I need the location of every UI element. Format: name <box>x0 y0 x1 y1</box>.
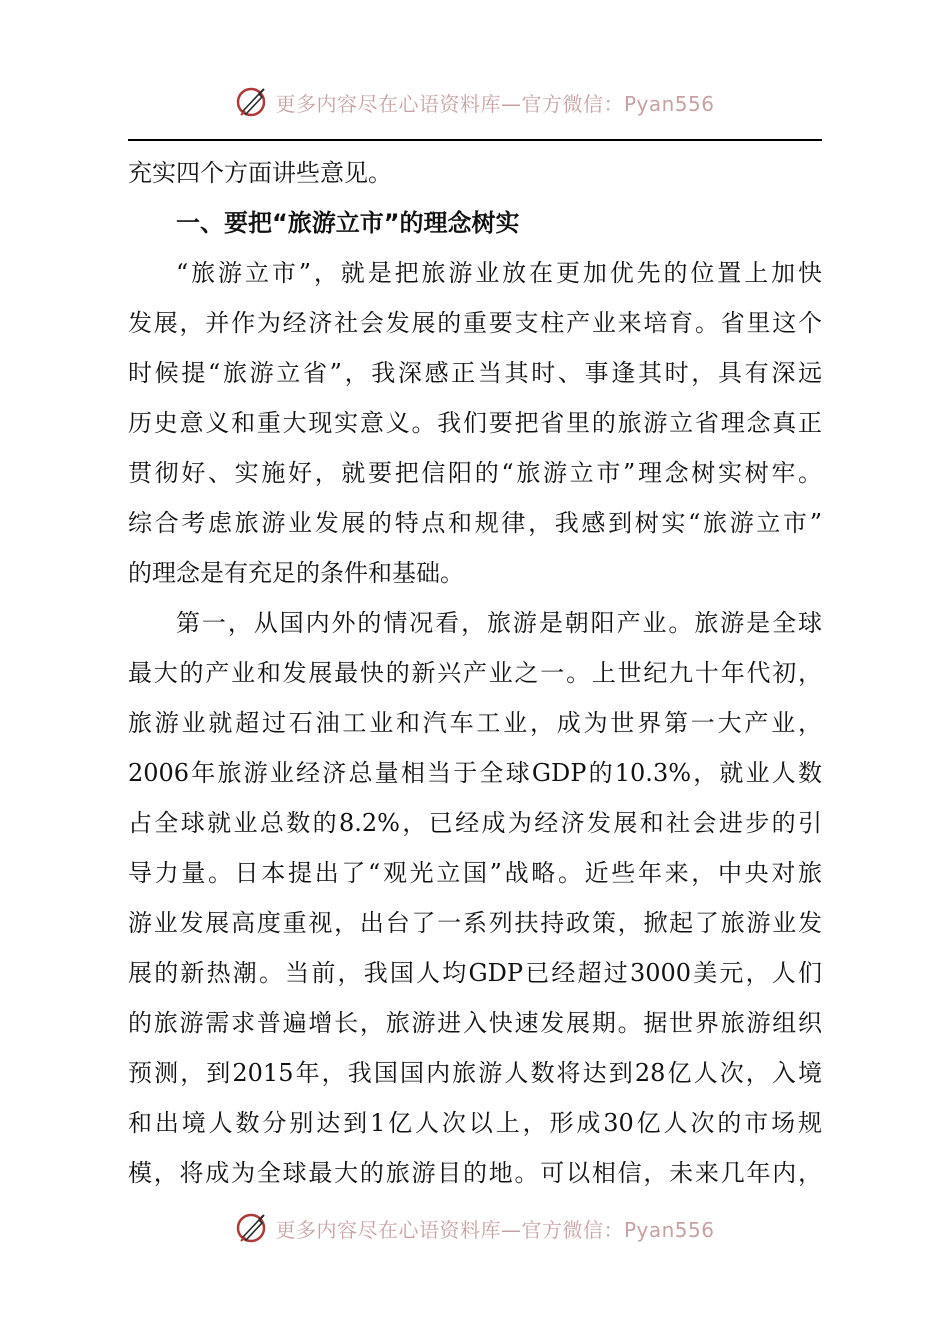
page-header <box>0 80 950 124</box>
body-line: 占全球就业总数的8.2%，已经成为经济发展和社会进步的引 <box>128 809 822 837</box>
body-line: 模，将成为全球最大的旅游目的地。可以相信，未来几年内， <box>128 1159 822 1187</box>
body-line: 和出境人数分别达到1亿人次以上，形成30亿人次的市场规 <box>128 1109 822 1137</box>
body-line: 发展，并作为经济社会发展的重要支柱产业来培育。省里这个 <box>128 309 822 337</box>
body-line: 贯彻好、实施好，就要把信阳的“旅游立市”理念树实树牢。 <box>128 459 822 487</box>
body-line: 综合考虑旅游业发展的特点和规律，我感到树实“旅游立市” <box>128 509 822 537</box>
body-line: 最大的产业和发展最快的新兴产业之一。上世纪九十年代初， <box>128 659 822 687</box>
header-divider <box>128 139 822 141</box>
section-heading: 一、要把“旅游立市”的理念树实 <box>176 209 520 237</box>
document-body <box>128 148 822 1198</box>
body-line: 历史意义和重大现实意义。我们要把省里的旅游立省理念真正 <box>128 409 822 437</box>
body-line: 充实四个方面讲些意见。 <box>128 159 392 187</box>
body-line: 的理念是有充足的条件和基础。 <box>128 559 464 587</box>
body-line: 时候提“旅游立省”，我深感正当其时、事逢其时，具有深远 <box>128 359 822 387</box>
footer-text: 更多内容尽在心语资料库—官方微信：Pyan556 <box>275 1217 715 1242</box>
body-line: 展的新热潮。当前，我国人均GDP已经超过3000美元，人们 <box>128 959 822 987</box>
body-line: 旅游业就超过石油工业和汽车工业，成为世界第一大产业， <box>128 709 822 737</box>
pen-seal-icon <box>235 1211 269 1245</box>
body-line: 第一，从国内外的情况看，旅游是朝阳产业。旅游是全球 <box>176 609 822 637</box>
body-line: 预测，到2015年，我国国内旅游人数将达到28亿人次，入境 <box>128 1059 822 1087</box>
page-footer <box>0 1206 950 1250</box>
header-text: 更多内容尽在心语资料库—官方微信：Pyan556 <box>275 91 715 116</box>
body-line: 2006年旅游业经济总量相当于全球GDP的10.3%，就业人数 <box>128 759 822 787</box>
body-line: 的旅游需求普遍增长，旅游进入快速发展期。据世界旅游组织 <box>128 1009 822 1037</box>
pen-seal-icon <box>235 85 269 119</box>
body-line: 导力量。日本提出了“观光立国”战略。近些年来，中央对旅 <box>128 859 822 887</box>
body-line: “旅游立市”，就是把旅游业放在更加优先的位置上加快 <box>176 259 822 287</box>
body-line: 游业发展高度重视，出台了一系列扶持政策，掀起了旅游业发 <box>128 909 822 937</box>
